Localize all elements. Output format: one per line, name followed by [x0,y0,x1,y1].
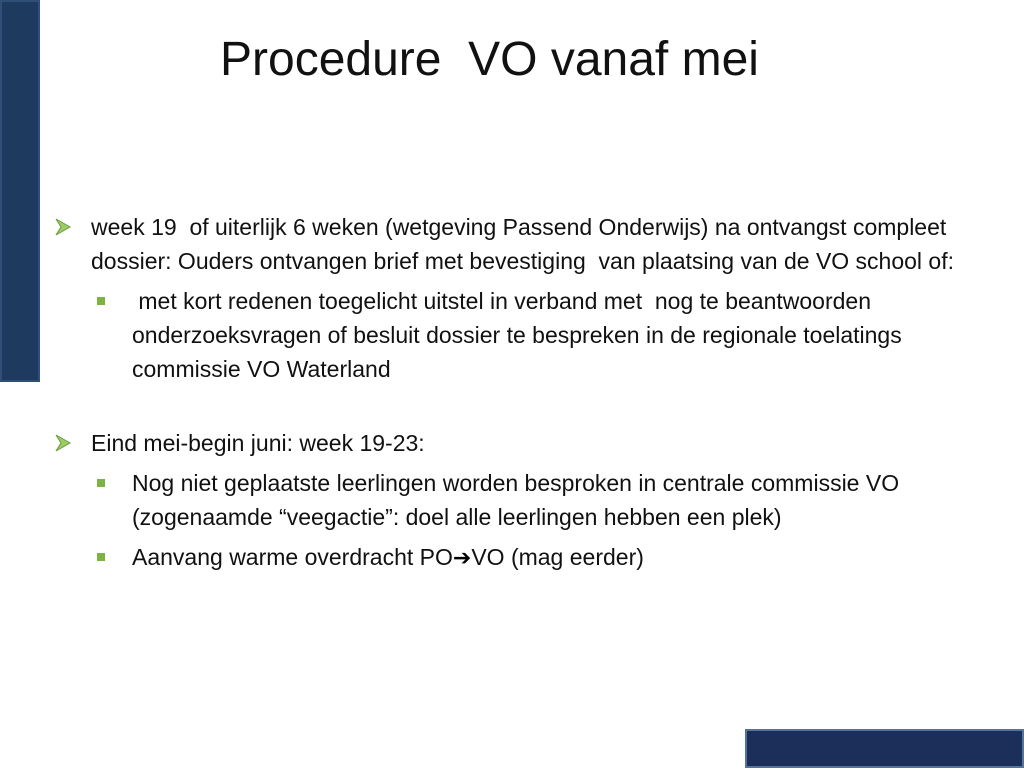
right-arrow-icon: ➔ [452,545,472,570]
square-bullet-icon [97,553,105,561]
slide-title: Procedure VO vanaf mei [220,33,759,86]
bottom-accent-bar [745,729,1024,768]
sub-bullet-item [54,284,954,386]
arrowhead-bullet-icon [54,210,76,244]
bullet-item [54,210,954,278]
sub-bullet-text: met kort redenen toegelicht uitstel in verband met nog te beantwoorden onderzoeksvragen of besluit dossier te bespreken in de regionale toelatings commissie VO Waterland [132,288,909,382]
bullet-text: week 19 of uiterlijk 6 weken (wetgeving Passend Onderwijs) na ontvangst compleet dossier: Ouders ontvangen brief met bevestiging van plaatsing van de VO school of: [91,214,955,274]
square-bullet-icon [97,479,105,487]
bullet-text: Eind mei-begin juni: week 19-23: [91,430,425,456]
sub-bullet-text-before-arrow: Aanvang warme overdracht PO [132,544,453,570]
left-accent-bar [0,0,40,382]
sub-bullet-item [54,540,954,575]
arrowhead-bullet-icon [54,426,76,460]
slide-content [54,210,954,575]
sub-bullet-text: Nog niet geplaatste leerlingen worden besproken in centrale commissie VO (zogenaamde “veegactie”: doel alle leerlingen hebben een plek) [132,470,912,530]
sub-bullet-item [54,466,954,534]
bullet-item [54,426,954,460]
square-bullet-icon [97,297,105,305]
sub-bullet-text-after-arrow: VO (mag eerder) [471,544,644,570]
